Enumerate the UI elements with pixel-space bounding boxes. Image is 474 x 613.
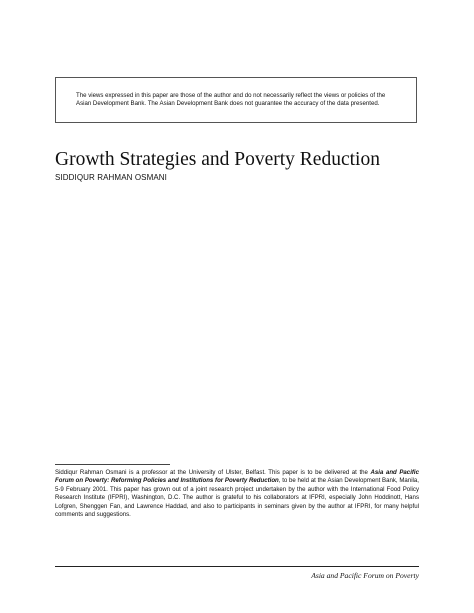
footer-divider	[55, 566, 419, 567]
paper-title: Growth Strategies and Poverty Reduction	[55, 149, 380, 170]
disclaimer-box	[55, 77, 417, 123]
disclaimer-text	[76, 92, 406, 109]
disclaimer-line-1: The views expressed in this paper are those of the author and do not necessarily reflect the views or policies of the	[76, 92, 386, 99]
footnote-part-2: , to be held at the Asian Development Bank, Manila, 5-9 February 2001. This paper has grown out of a joint research project undertaken by the author with the International Food Policy Research Institute (IFPRI), Washington, D.C. The author is grateful to his collaborators at IFPRI, especially John Hoddinott, Hans Lofgren, Shenggen Fan, and Lawrence Haddad, and also to participants in seminars given by the author at IFPRI, for many helpful comments and suggestions.	[55, 477, 419, 519]
disclaimer-line-2: Asian Development Bank. The Asian Development Bank does not guarantee the accuracy of the data presented.	[76, 100, 380, 108]
footnote-part-1: Siddiqur Rahman Osmani is a professor at the University of Ulster, Belfast. This paper is to be delivered at the	[55, 469, 371, 476]
footnote-divider	[55, 464, 170, 465]
author-footnote	[55, 469, 419, 519]
author-name: SIDDIQUR RAHMAN OSMANI	[55, 173, 167, 182]
running-footer: Asia and Pacific Forum on Poverty	[311, 571, 419, 580]
forum-name: Asia and Pacific Forum on Poverty: Reforming Policies and Institutions for Poverty Reduction	[55, 469, 419, 485]
